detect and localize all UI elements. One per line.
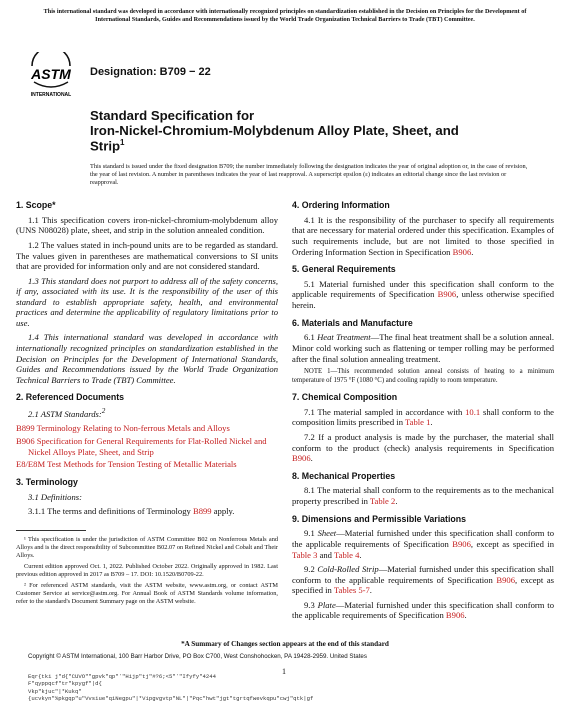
section-8-heading: 8. Mechanical Properties (292, 470, 396, 481)
para-8-1: 8.1 The material shall conform to the requirements as to the mechanical property prescribed in Table 2. (292, 485, 554, 507)
link-table-3[interactable]: Table 3 (292, 549, 318, 560)
para-9-3: 9.3 Plate—Material furnished under this specification shall conform to the applicable requirements of Specification B906. (292, 599, 554, 621)
section-7-heading: 7. Chemical Composition (292, 392, 398, 403)
right-column (292, 200, 554, 625)
para-6-1: 6.1 Heat Treatment—The final heat treatment shall be a solution anneal. Minor cold working such as flattening or temper rolling may be performed after the final solution annealing treatment. (292, 332, 555, 364)
section-1-heading: 1. Scope* (16, 200, 56, 210)
reference-b899[interactable]: B899 Terminology Relating to Non-ferrous Metals and Alloys (16, 423, 230, 434)
link-b906[interactable]: B906 (496, 574, 515, 585)
para-1-2: 1.2 The values stated in inch-pound units are to be regarded as standard. The values given in parentheses are mathematical conversions to SI units that are provided for information only and are not considered standard. (16, 239, 278, 272)
page-number: 1 (282, 667, 286, 676)
svg-text:INTERNATIONAL: INTERNATIONAL (30, 92, 72, 98)
link-b906[interactable]: B906 (445, 610, 465, 621)
link-tables-5-7[interactable]: Tables 5-7 (333, 585, 370, 596)
para-7-1: 7.1 The material sampled in accordance with 10.1 shall conform to the composition limits prescribed in Table 1. (292, 406, 554, 428)
svg-text:ASTM: ASTM (31, 66, 71, 82)
designation: Designation: B709 − 22 (90, 66, 211, 78)
section-3-heading: 3. Terminology (16, 476, 78, 487)
issuance-statement: This standard is issued under the fixed designation B709; the number immediately following the designation indicates the year of original adoption or, in the case of revision, the year of last revision. A number in parentheses indicates the year of last reapproval. A superscript epsilon (ε) indicates an editorial change since the last revision or reapproval. (90, 163, 528, 187)
license-watermark: Eqr{tki j"d{"CUVO""gpvk"qp"ʼ"Hijp"tj"#?6;<5"ʼ"Ifyfy"4244 F"qyppqcf"tr"kpygf"|d{ Vkp"kjuc"|*Kukq"{ucvkyn"%pkgqp"u"Vvsiue"qiNegpu"|*Vipgvgvtp"NL"|"Pqc"hwt"jgt"tgrtqfwevkqpu"cwj"qtk|gf (28, 673, 314, 702)
astm-logo (26, 52, 76, 100)
para-7-2: 7.2 If a product analysis is made by the purchaser, the material shall conform to the product (check) analysis requirements in Specification B906. (292, 431, 554, 464)
link-b899[interactable]: B899 (192, 506, 212, 517)
title-line-1: Standard Specification for (90, 108, 255, 123)
link-b906[interactable]: B906 (452, 538, 471, 549)
para-9-2: 9.2 Cold-Rolled Strip—Material furnished under this specification shall conform to the applicable requirements of Specification B906, except as specified in Tables 5-7. (292, 564, 554, 596)
reference-e8[interactable]: E8/E8M Test Methods for Tension Testing of Metallic Materials (16, 459, 237, 470)
link-10-1[interactable]: 10.1 (465, 406, 481, 417)
document-title (90, 108, 530, 154)
footnote-1: ¹ This specification is under the jurisdiction of ASTM Committee B02 on Nonferrous Metals and Alloys and is the direct responsibility of Subcommittee B02.07 on Refined Nickel and Cobalt and Their Alloys. (16, 536, 278, 559)
left-column (16, 200, 278, 521)
para-5-1: 5.1 Material furnished under this specification shall conform to the applicable requirements of Specification B906, unless otherwise specified herein. (292, 278, 554, 310)
reference-b906[interactable]: B906 Specification for General Requirements for Flat-Rolled Nickel and Nickel Alloys Plate, Sheet, and Strip (16, 436, 267, 457)
link-table-2[interactable]: Table 2 (369, 496, 396, 507)
para-1-1: 1.1 This specification covers iron-nickel-chromium-molybdenum alloy (UNS N08028) plate, sheet, and strip in the solution annealed condition. (16, 214, 278, 236)
summary-of-changes-note: *A Summary of Changes section appears at the end of this standard (181, 640, 389, 648)
section-5-heading: 5. General Requirements (292, 264, 396, 275)
footnote-2: ² For referenced ASTM standards, visit the ASTM website, www.astm.org, or contact ASTM Customer Service at service@astm.org. For Annual Book of ASTM Standards volume information, refer to the standard's Document Summary page on the ASTM website. (16, 581, 278, 605)
link-table-4[interactable]: Table 4 (333, 549, 360, 560)
title-line-3 (90, 138, 530, 154)
copyright-line: Copyright © ASTM International, 100 Barr Harbor Drive, PO Box C700, West Conshohocken, PA 19428-2959. United States (28, 653, 367, 660)
title-line-2: Iron-Nickel-Chromium-Molybdenum Alloy Plate, Sheet, and (90, 123, 459, 139)
para-3-1: 3.1 Definitions: (28, 491, 82, 502)
para-3-1-1: 3.1.1 The terms and definitions of Terminology B899 apply. (28, 506, 235, 517)
footnote-divider (16, 530, 86, 531)
para-1-4: 1.4 This international standard was developed in accordance with internationally recognized principles on standardization established in the Decision on Principles for the Development of International Standards, Guides and Recommendations issued by the World Trade Organization Technical Barriers to Trade (TBT) Committee. (16, 332, 278, 385)
footnote-1-edition: Current edition approved Oct. 1, 2022. Published October 2022. Originally approved in 1982. Last previous edition approved in 2017 as B709 – 17. DOI: 10.1520/B0709-22. (16, 562, 278, 578)
title-strip: Strip (90, 138, 121, 154)
para-4-1: 4.1 It is the responsibility of the purchaser to specify all requirements that are necessary for material ordered under this specification. Examples of such requirements include, but are not limited to those specified in Ordering Information Section in Specification B906. (292, 214, 554, 257)
title-footnote-ref: 1 (120, 138, 125, 148)
footnotes (16, 536, 278, 609)
section-2-heading: 2. Referenced Documents (16, 392, 125, 403)
link-b906[interactable]: B906 (292, 453, 311, 464)
section-6-heading: 6. Materials and Manufacture (292, 317, 413, 328)
wto-notice: This international standard was developed in accordance with internationally recognized principles on standardization established in the Decision on Principles for the Development of International Standards, Guides and Recommendations issued by the World Trade Organization Technical Barriers to Trade (TBT) Committee. (43, 8, 527, 23)
para-1-3: 1.3 This standard does not purport to address all of the safety concerns, if any, associated with its use. It is the responsibility of the user of this standard to establish appropriate safety, health, and environmental practices and determine the applicability of regulatory limitations prior to use. (16, 275, 278, 328)
section-9-heading: 9. Dimensions and Permissible Variations (292, 513, 467, 524)
para-2-1: 2.1 ASTM Standards:$^2$ (28, 407, 106, 419)
link-b906[interactable]: B906 (437, 289, 457, 300)
link-table-1[interactable]: Table 1 (404, 417, 431, 428)
link-b906[interactable]: B906 (452, 246, 472, 257)
para-9-1: 9.1 Sheet—Material furnished under this specification shall conform to the applicable requirements of Specification B906, except as specified in Table 3 and Table 4. (292, 528, 554, 560)
section-4-heading: 4. Ordering Information (292, 200, 390, 210)
note-1: NOTE 1—This recommended solution anneal consists of heating to a minimum temperature of 1975 °F (1080 °C) and cooling rapidly to room temperature. (292, 368, 554, 384)
